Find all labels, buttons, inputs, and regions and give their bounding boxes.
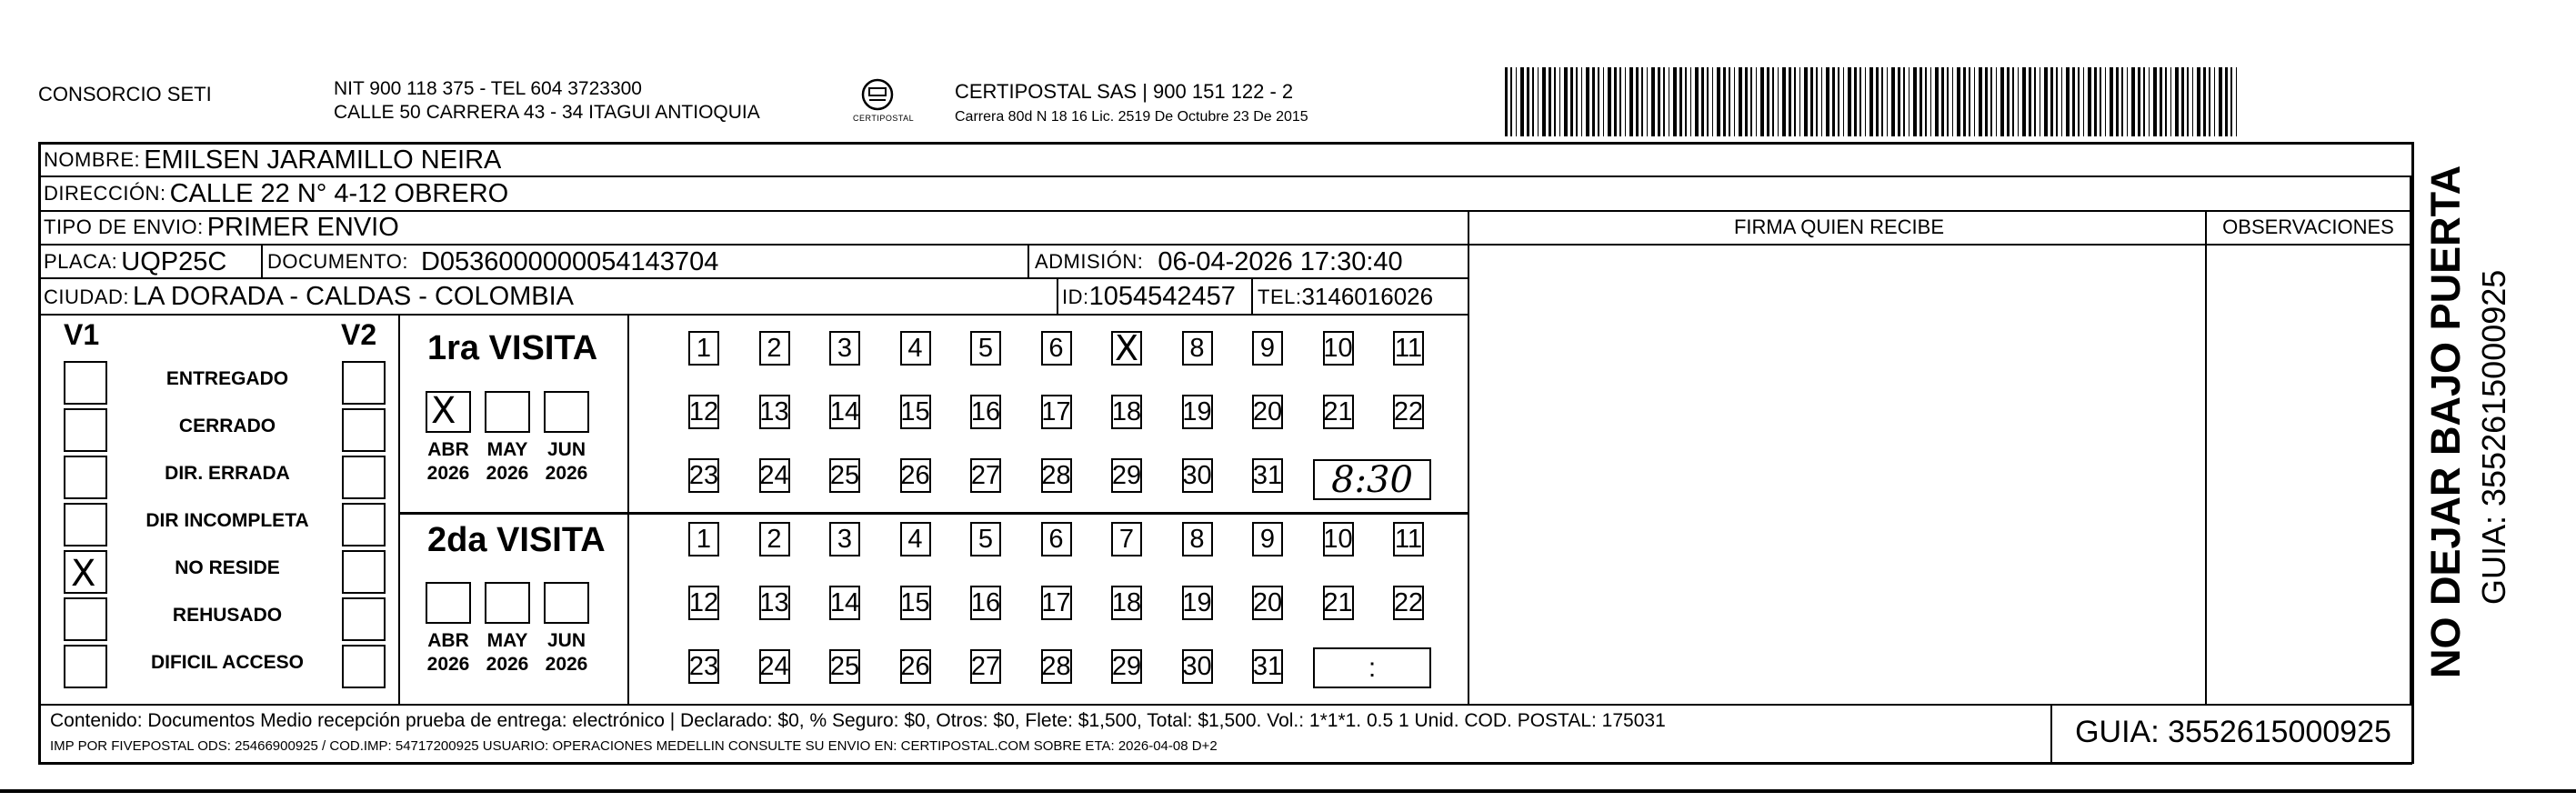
day-box[interactable]: 25	[829, 458, 860, 493]
day-box[interactable]: 3	[829, 522, 860, 556]
reasons-divider	[398, 314, 400, 705]
direccion-label: DIRECCIÓN:	[44, 182, 166, 205]
day-box[interactable]: 10	[1323, 331, 1354, 366]
year-label: 2026	[545, 463, 588, 484]
day-box[interactable]: 21	[1323, 395, 1354, 429]
day-box[interactable]: 27	[970, 458, 1001, 493]
day-box[interactable]: 27	[970, 649, 1001, 684]
month-checkbox[interactable]	[544, 391, 589, 433]
day-box[interactable]: 5	[970, 522, 1001, 556]
day-box[interactable]: 5	[970, 331, 1001, 366]
placa-value: UQP25C	[121, 246, 227, 276]
v1-mark: X	[71, 553, 96, 595]
day-box[interactable]: 9	[1252, 331, 1283, 366]
nombre-row	[44, 144, 501, 176]
certipostal-line: CERTIPOSTAL SAS | 900 151 122 - 2	[955, 80, 1294, 103]
day-box[interactable]: 24	[759, 458, 790, 493]
logo-text: CERTIPOSTAL	[853, 114, 915, 123]
side-divider	[2410, 177, 2412, 705]
id-cell	[1062, 280, 1236, 314]
visits-divider	[398, 512, 1468, 515]
day-box[interactable]: 10	[1323, 522, 1354, 556]
day-box[interactable]: 26	[900, 649, 931, 684]
admision-value: 06-04-2026 17:30:40	[1158, 246, 1403, 276]
day-box[interactable]: 11	[1393, 522, 1424, 556]
day-box[interactable]: 8	[1182, 522, 1213, 556]
day-box[interactable]: 14	[829, 586, 860, 620]
admision-label: ADMISIÓN:	[1035, 250, 1144, 273]
day-box[interactable]: 6	[1041, 522, 1072, 556]
nit-line: NIT 900 118 375 - TEL 604 3723300	[334, 78, 642, 99]
month-checkbox[interactable]	[544, 582, 589, 624]
direccion-row	[44, 177, 508, 210]
day-box[interactable]: 13	[759, 586, 790, 620]
year-label: 2026	[426, 463, 470, 484]
documento-cell	[267, 246, 718, 278]
reason-label: REHUSADO	[172, 605, 283, 626]
day-box[interactable]: 31	[1252, 649, 1283, 684]
ciudad-value: LA DORADA - CALDAS - COLOMBIA	[132, 282, 575, 311]
firma-header: FIRMA QUIEN RECIBE	[1733, 216, 1945, 238]
id-divider	[1057, 278, 1058, 315]
day-box[interactable]: 16	[970, 586, 1001, 620]
month-mark: X	[431, 390, 456, 432]
contenido-text: Contenido: Documentos Medio recepción prueba de entrega: electrónico | Declarado: $0, % Seguro: $0, Otros: $0, Flete: $1,500, Total: $1,500. Vol.: 1*1*1. 0.5 1 Unid. COD. POSTAL: 175031	[50, 710, 1666, 731]
month-label: ABR	[427, 630, 469, 651]
day-box[interactable]: 30	[1182, 458, 1213, 493]
day-box[interactable]: 4	[900, 522, 931, 556]
day-box[interactable]: 23	[688, 458, 719, 493]
day-box[interactable]: 2	[759, 522, 790, 556]
day-box[interactable]: 12	[688, 586, 719, 620]
rule-5	[38, 314, 1468, 316]
tipo-value: PRIMER ENVIO	[206, 212, 399, 242]
day-box[interactable]: 26	[900, 458, 931, 493]
day-box[interactable]: 2	[759, 331, 790, 366]
admision-cell	[1035, 246, 1403, 278]
address-line: CALLE 50 CARRERA 43 - 34 ITAGUI ANTIOQUIA	[334, 102, 760, 123]
day-box[interactable]: 8	[1182, 331, 1213, 366]
day-box[interactable]: 24	[759, 649, 790, 684]
tel-value: 3146016026	[1301, 283, 1434, 310]
month-label: JUN	[546, 630, 586, 651]
day-box[interactable]: 16	[970, 395, 1001, 429]
day-box[interactable]: 29	[1111, 649, 1142, 684]
day-box[interactable]: 23	[688, 649, 719, 684]
ciudad-label: CIUDAD:	[44, 285, 129, 308]
page-bottom-edge	[0, 789, 2576, 793]
direccion-value: CALLE 22 N° 4-12 OBRERO	[169, 178, 509, 208]
day-box[interactable]: 30	[1182, 649, 1213, 684]
month-label: JUN	[546, 439, 586, 460]
admision-divider	[1027, 244, 1029, 278]
day-box[interactable]: 6	[1041, 331, 1072, 366]
v1-label: V1	[64, 318, 100, 351]
reason-label: DIFICIL ACCESO	[150, 652, 304, 673]
year-label: 2026	[426, 654, 470, 675]
firma-divider	[1468, 244, 1469, 705]
no-dejar-notice: NO DEJAR BAJO PUERTA	[2422, 165, 2469, 678]
obs-divider	[2205, 210, 2207, 705]
reason-label: DIR. ERRADA	[165, 463, 290, 484]
v2-label: V2	[341, 318, 377, 351]
day-box[interactable]: 3	[829, 331, 860, 366]
months-divider	[627, 314, 629, 705]
day-box[interactable]: 17	[1041, 395, 1072, 429]
footer-guia: GUIA: 3552615000925	[2075, 715, 2391, 749]
certipostal-logo	[859, 76, 896, 113]
day-box[interactable]: 22	[1393, 586, 1424, 620]
year-label: 2026	[545, 654, 588, 675]
placa-cell	[44, 246, 226, 278]
month-label: MAY	[486, 439, 528, 460]
tel-label: TEL:	[1258, 285, 1302, 308]
day-box[interactable]: 13	[759, 395, 790, 429]
barcode	[1505, 67, 2237, 136]
day-box[interactable]: 4	[900, 331, 931, 366]
day-box[interactable]: 28	[1041, 458, 1072, 493]
day-box[interactable]: 19	[1182, 586, 1213, 620]
day-box[interactable]: 11	[1393, 331, 1424, 366]
day-box[interactable]: 15	[900, 395, 931, 429]
reason-label: CERRADO	[178, 416, 276, 436]
month-checkbox[interactable]	[426, 582, 471, 624]
tel-cell	[1258, 280, 1433, 314]
firma-head-divider	[1468, 210, 1469, 245]
month-checkbox[interactable]	[485, 391, 530, 433]
company-name: CONSORCIO SETI	[38, 83, 212, 105]
day-box[interactable]: 20	[1252, 395, 1283, 429]
year-label: 2026	[486, 654, 529, 675]
ciudad-cell	[44, 280, 574, 314]
year-label: 2026	[486, 463, 529, 484]
imp-text: IMP POR FIVEPOSTAL ODS: 25466900925 / COD.IMP: 54717200925 USUARIO: OPERACIONES MEDELLIN CONSULTE SU ENVIO EN: CERTIPOSTAL.COM SOBRE ETA: 2026-04-08 D+2	[50, 738, 1218, 754]
day-box-marked[interactable]: X	[1111, 331, 1142, 366]
month-checkbox[interactable]	[485, 582, 530, 624]
second-visit-time: :	[1313, 647, 1431, 688]
frame-left	[38, 142, 41, 764]
day-box[interactable]: 31	[1252, 458, 1283, 493]
day-box[interactable]: 15	[900, 586, 931, 620]
day-box[interactable]: 29	[1111, 458, 1142, 493]
day-box[interactable]: 9	[1252, 522, 1283, 556]
reason-label: NO RESIDE	[175, 557, 280, 578]
tipo-row	[44, 211, 399, 244]
day-box[interactable]: 7	[1111, 522, 1142, 556]
id-value: 1054542457	[1088, 282, 1236, 311]
nombre-value: EMILSEN JARAMILLO NEIRA	[144, 145, 502, 175]
tipo-label: TIPO DE ENVIO:	[44, 216, 204, 238]
day-box[interactable]: 12	[688, 395, 719, 429]
first-visit-time: 8:30	[1313, 459, 1431, 500]
day-box[interactable]: 17	[1041, 586, 1072, 620]
day-box[interactable]: 14	[829, 395, 860, 429]
second-visit-title: 2da VISITA	[427, 521, 606, 559]
day-box[interactable]: 18	[1111, 395, 1142, 429]
placa-divider	[261, 244, 263, 278]
day-box[interactable]: 25	[829, 649, 860, 684]
month-label: ABR	[427, 439, 469, 460]
documento-value: D0536000000054143704	[420, 246, 719, 276]
first-visit-title: 1ra VISITA	[427, 329, 598, 367]
day-box[interactable]: 18	[1111, 586, 1142, 620]
id-label: ID:	[1062, 285, 1089, 308]
guia-divider	[2050, 704, 2052, 764]
day-box[interactable]: 28	[1041, 649, 1072, 684]
frame-bottom	[38, 762, 2412, 765]
rule-footer	[38, 704, 2412, 706]
day-box[interactable]: 22	[1393, 395, 1424, 429]
reason-label: DIR INCOMPLETA	[145, 510, 309, 531]
observaciones-header: OBSERVACIONES	[2222, 216, 2394, 238]
day-box[interactable]: 1	[688, 522, 719, 556]
documento-label: DOCUMENTO:	[267, 250, 408, 273]
month-label: MAY	[486, 630, 528, 651]
nombre-label: NOMBRE:	[44, 148, 141, 171]
day-box[interactable]: 1	[688, 331, 719, 366]
day-box[interactable]: 21	[1323, 586, 1354, 620]
day-box[interactable]: 20	[1252, 586, 1283, 620]
side-guia: GUIA: 3552615000925	[2475, 269, 2512, 605]
placa-label: PLACA:	[44, 250, 118, 273]
reason-label: ENTREGADO	[165, 368, 289, 389]
license-line: Carrera 80d N 18 16 Lic. 2519 De Octubre 23 De 2015	[955, 109, 1308, 125]
tel-divider	[1251, 278, 1253, 315]
day-box[interactable]: 19	[1182, 395, 1213, 429]
